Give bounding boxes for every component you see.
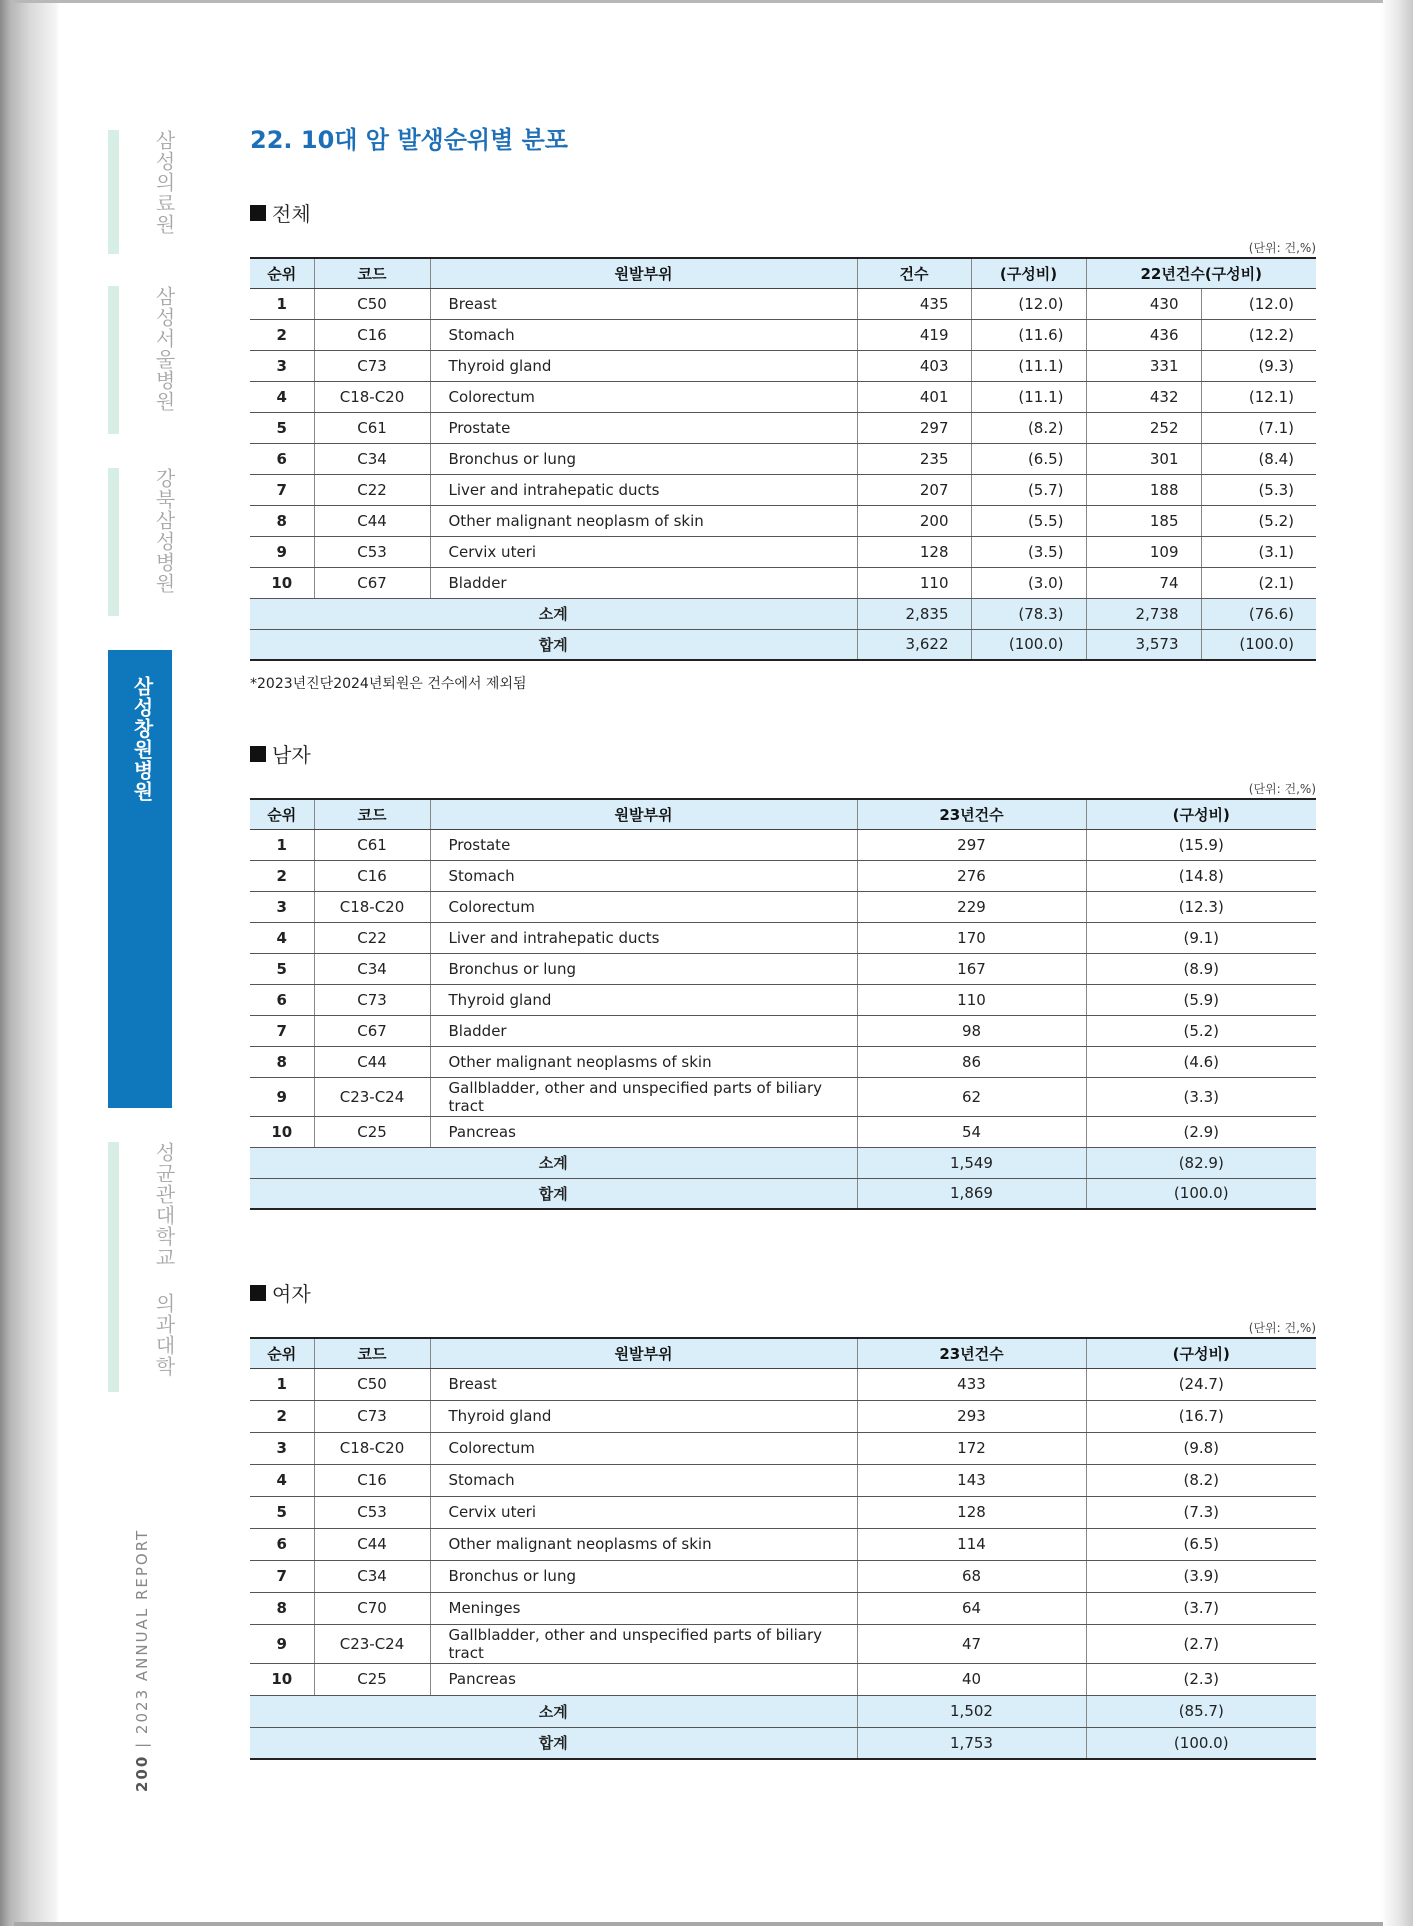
table-row [250, 1368, 1316, 1400]
rank-cell: 6 [250, 984, 314, 1015]
site-cell: Thyroid gland [430, 350, 857, 381]
code-cell: C61 [314, 412, 430, 443]
subtotal-label: 소계 [250, 1695, 857, 1727]
side-nav-label: 강북삼성병원 [152, 468, 176, 594]
ratio-cell: (14.8) [1086, 860, 1316, 891]
code-cell: C22 [314, 474, 430, 505]
table-total [250, 257, 1316, 661]
prev-ratio-cell: (8.4) [1201, 443, 1316, 474]
code-cell: C18-C20 [314, 891, 430, 922]
header-code: 코드 [314, 799, 430, 829]
header-rank: 순위 [250, 1338, 314, 1368]
prev-ratio-cell: (12.1) [1201, 381, 1316, 412]
ratio-cell: (3.9) [1086, 1560, 1316, 1592]
count-cell: 1,549 [857, 1147, 1086, 1178]
table-row [250, 891, 1316, 922]
total-row [250, 1178, 1316, 1209]
prev-ratio-cell: (76.6) [1201, 598, 1316, 629]
subtotal-row [250, 1147, 1316, 1178]
count-cell: 143 [857, 1464, 1086, 1496]
total-label: 합계 [250, 629, 857, 660]
prev-count-cell: 74 [1086, 567, 1201, 598]
ratio-cell: (11.1) [971, 381, 1086, 412]
section-title-female [250, 1278, 1316, 1307]
prev-count-cell: 252 [1086, 412, 1201, 443]
code-cell: C23-C24 [314, 1077, 430, 1116]
side-nav-label: 삼성의료원 [152, 130, 176, 235]
table-row [250, 474, 1316, 505]
prev-ratio-cell: (5.2) [1201, 505, 1316, 536]
code-cell: C44 [314, 1528, 430, 1560]
side-nav-item-seoul-hospital[interactable] [108, 286, 176, 434]
ratio-cell: (100.0) [1086, 1727, 1316, 1759]
header-site: 원발부위 [430, 799, 857, 829]
ratio-cell: (2.9) [1086, 1116, 1316, 1147]
header-site: 원발부위 [430, 258, 857, 288]
table-row [250, 1528, 1316, 1560]
prev-count-cell: 301 [1086, 443, 1201, 474]
ratio-cell: (11.6) [971, 319, 1086, 350]
subtotal-row [250, 598, 1316, 629]
table-row [250, 319, 1316, 350]
ratio-cell: (9.1) [1086, 922, 1316, 953]
unit-label: (단위: 건,%) [1248, 241, 1316, 255]
square-bullet-icon [250, 746, 266, 762]
count-cell: 401 [857, 381, 971, 412]
ratio-cell: (16.7) [1086, 1400, 1316, 1432]
site-cell: Bladder [430, 1015, 857, 1046]
header-ratio: (구성비) [971, 258, 1086, 288]
site-cell: Gallbladder, other and unspecified parts of biliary tract [430, 1077, 857, 1116]
count-cell: 433 [857, 1368, 1086, 1400]
site-cell: Stomach [430, 319, 857, 350]
header-count: 23년건수 [857, 1338, 1086, 1368]
count-cell: 1,502 [857, 1695, 1086, 1727]
code-cell: C16 [314, 1464, 430, 1496]
code-cell: C18-C20 [314, 381, 430, 412]
rank-cell: 4 [250, 1464, 314, 1496]
prev-count-cell: 185 [1086, 505, 1201, 536]
code-cell: C67 [314, 567, 430, 598]
code-cell: C34 [314, 953, 430, 984]
code-cell: C22 [314, 922, 430, 953]
side-nav-item-medical-school[interactable] [108, 1142, 176, 1392]
table-row [250, 1046, 1316, 1077]
count-cell: 40 [857, 1663, 1086, 1695]
site-cell: Cervix uteri [430, 1496, 857, 1528]
subtotal-row [250, 1695, 1316, 1727]
header-code: 코드 [314, 1338, 430, 1368]
table-row [250, 1496, 1316, 1528]
prev-ratio-cell: (12.0) [1201, 288, 1316, 319]
count-cell: 110 [857, 567, 971, 598]
section-title-total [250, 198, 1316, 227]
prev-count-cell: 432 [1086, 381, 1201, 412]
square-bullet-icon [250, 1285, 266, 1301]
page-top-edge [14, 0, 1383, 3]
table-row [250, 1624, 1316, 1663]
prev-count-cell: 2,738 [1086, 598, 1201, 629]
count-cell: 128 [857, 536, 971, 567]
rank-cell: 2 [250, 319, 314, 350]
prev-count-cell: 109 [1086, 536, 1201, 567]
count-cell: 293 [857, 1400, 1086, 1432]
site-cell: Other malignant neoplasms of skin [430, 1046, 857, 1077]
prev-count-cell: 331 [1086, 350, 1201, 381]
total-label: 합계 [250, 1178, 857, 1209]
side-nav-bar [108, 1142, 119, 1392]
ratio-cell: (5.5) [971, 505, 1086, 536]
total-row [250, 1727, 1316, 1759]
code-cell: C61 [314, 829, 430, 860]
table-row [250, 443, 1316, 474]
ratio-cell: (85.7) [1086, 1695, 1316, 1727]
site-cell: Bronchus or lung [430, 1560, 857, 1592]
prev-count-cell: 430 [1086, 288, 1201, 319]
count-cell: 98 [857, 1015, 1086, 1046]
header-ratio: (구성비) [1086, 799, 1316, 829]
rank-cell: 6 [250, 443, 314, 474]
ratio-cell: (82.9) [1086, 1147, 1316, 1178]
rank-cell: 5 [250, 1496, 314, 1528]
rank-cell: 9 [250, 1624, 314, 1663]
code-cell: C44 [314, 1046, 430, 1077]
prev-ratio-cell: (9.3) [1201, 350, 1316, 381]
rank-cell: 8 [250, 505, 314, 536]
table-row [250, 536, 1316, 567]
site-cell: Colorectum [430, 1432, 857, 1464]
table-row [250, 1116, 1316, 1147]
rank-cell: 2 [250, 1400, 314, 1432]
page-bottom-edge [14, 1922, 1383, 1926]
table-row [250, 1015, 1316, 1046]
ratio-cell: (9.8) [1086, 1432, 1316, 1464]
count-cell: 128 [857, 1496, 1086, 1528]
footer-page-info [133, 1529, 151, 1792]
side-nav-label: 성균관대학교 의과대학 [152, 1142, 176, 1377]
site-cell: Other malignant neoplasm of skin [430, 505, 857, 536]
site-cell: Thyroid gland [430, 984, 857, 1015]
rank-cell: 5 [250, 412, 314, 443]
side-nav-item-changwon-hospital[interactable] [108, 650, 172, 1108]
count-cell: 297 [857, 829, 1086, 860]
ratio-cell: (5.9) [1086, 984, 1316, 1015]
prev-ratio-cell: (12.2) [1201, 319, 1316, 350]
rank-cell: 9 [250, 536, 314, 567]
rank-cell: 5 [250, 953, 314, 984]
rank-cell: 4 [250, 381, 314, 412]
count-cell: 235 [857, 443, 971, 474]
code-cell: C73 [314, 984, 430, 1015]
ratio-cell: (3.5) [971, 536, 1086, 567]
rank-cell: 7 [250, 1560, 314, 1592]
rank-cell: 3 [250, 891, 314, 922]
table-row [250, 1077, 1316, 1116]
count-cell: 2,835 [857, 598, 971, 629]
table-row [250, 412, 1316, 443]
table-row [250, 1592, 1316, 1624]
ratio-cell: (6.5) [1086, 1528, 1316, 1560]
table-row [250, 829, 1316, 860]
prev-count-cell: 188 [1086, 474, 1201, 505]
ratio-cell: (4.6) [1086, 1046, 1316, 1077]
prev-ratio-cell: (5.3) [1201, 474, 1316, 505]
prev-count-cell: 436 [1086, 319, 1201, 350]
site-cell: Breast [430, 1368, 857, 1400]
count-cell: 62 [857, 1077, 1086, 1116]
ratio-cell: (100.0) [971, 629, 1086, 660]
unit-label: (단위: 건,%) [1248, 782, 1316, 796]
page-binding-shadow [0, 0, 60, 1926]
rank-cell: 2 [250, 860, 314, 891]
side-nav-bar [108, 286, 119, 434]
site-cell: Cervix uteri [430, 536, 857, 567]
count-cell: 419 [857, 319, 971, 350]
ratio-cell: (3.0) [971, 567, 1086, 598]
rank-cell: 8 [250, 1046, 314, 1077]
ratio-cell: (3.7) [1086, 1592, 1316, 1624]
site-cell: Other malignant neoplasms of skin [430, 1528, 857, 1560]
code-cell: C73 [314, 1400, 430, 1432]
code-cell: C50 [314, 1368, 430, 1400]
site-cell: Bladder [430, 567, 857, 598]
count-cell: 64 [857, 1592, 1086, 1624]
count-cell: 47 [857, 1624, 1086, 1663]
site-cell: Thyroid gland [430, 1400, 857, 1432]
code-cell: C70 [314, 1592, 430, 1624]
rank-cell: 10 [250, 567, 314, 598]
site-cell: Bronchus or lung [430, 443, 857, 474]
ratio-cell: (3.3) [1086, 1077, 1316, 1116]
count-cell: 403 [857, 350, 971, 381]
footnote: *2023년진단2024년퇴원은 건수에서 제외됨 [250, 676, 527, 692]
ratio-cell: (15.9) [1086, 829, 1316, 860]
table-row [250, 1432, 1316, 1464]
site-cell: Prostate [430, 412, 857, 443]
site-cell: Colorectum [430, 891, 857, 922]
prev-ratio-cell: (3.1) [1201, 536, 1316, 567]
count-cell: 170 [857, 922, 1086, 953]
ratio-cell: (8.2) [971, 412, 1086, 443]
count-cell: 276 [857, 860, 1086, 891]
code-cell: C44 [314, 505, 430, 536]
footer-separator: | [133, 1740, 151, 1748]
side-nav-bar [108, 468, 119, 616]
site-cell: Pancreas [430, 1116, 857, 1147]
prev-ratio-cell: (100.0) [1201, 629, 1316, 660]
code-cell: C23-C24 [314, 1624, 430, 1663]
prev-ratio-cell: (2.1) [1201, 567, 1316, 598]
section-title-male [250, 739, 1316, 768]
ratio-cell: (5.7) [971, 474, 1086, 505]
total-label: 합계 [250, 1727, 857, 1759]
site-cell: Prostate [430, 829, 857, 860]
site-cell: Liver and intrahepatic ducts [430, 922, 857, 953]
header-code: 코드 [314, 258, 430, 288]
ratio-cell: (5.2) [1086, 1015, 1316, 1046]
ratio-cell: (78.3) [971, 598, 1086, 629]
code-cell: C34 [314, 1560, 430, 1592]
prev-ratio-cell: (7.1) [1201, 412, 1316, 443]
count-cell: 207 [857, 474, 971, 505]
site-cell: Meninges [430, 1592, 857, 1624]
table-row [250, 922, 1316, 953]
ratio-cell: (2.7) [1086, 1624, 1316, 1663]
count-cell: 229 [857, 891, 1086, 922]
header-prev-year: 22년건수(구성비) [1086, 258, 1316, 288]
ratio-cell: (12.3) [1086, 891, 1316, 922]
rank-cell: 9 [250, 1077, 314, 1116]
count-cell: 172 [857, 1432, 1086, 1464]
rank-cell: 10 [250, 1663, 314, 1695]
count-cell: 68 [857, 1560, 1086, 1592]
side-nav-item-kangbuk-hospital[interactable] [108, 468, 176, 616]
page-title: 22. 10대 암 발생순위별 분포 [250, 126, 568, 154]
table-row [250, 1464, 1316, 1496]
header-rank: 순위 [250, 258, 314, 288]
table-row [250, 984, 1316, 1015]
header-count: 건수 [857, 258, 971, 288]
subtotal-label: 소계 [250, 1147, 857, 1178]
site-cell: Gallbladder, other and unspecified parts of biliary tract [430, 1624, 857, 1663]
code-cell: C25 [314, 1116, 430, 1147]
header-count: 23년건수 [857, 799, 1086, 829]
ratio-cell: (8.9) [1086, 953, 1316, 984]
table-male [250, 798, 1316, 1210]
site-cell: Breast [430, 288, 857, 319]
ratio-cell: (2.3) [1086, 1663, 1316, 1695]
code-cell: C25 [314, 1663, 430, 1695]
rank-cell: 6 [250, 1528, 314, 1560]
section-title-text: 여자 [272, 1282, 311, 1306]
side-nav-item-medical-center[interactable] [108, 130, 176, 254]
ratio-cell: (7.3) [1086, 1496, 1316, 1528]
rank-cell: 8 [250, 1592, 314, 1624]
ratio-cell: (11.1) [971, 350, 1086, 381]
ratio-cell: (100.0) [1086, 1178, 1316, 1209]
table-row [250, 505, 1316, 536]
rank-cell: 4 [250, 922, 314, 953]
code-cell: C34 [314, 443, 430, 474]
count-cell: 167 [857, 953, 1086, 984]
site-cell: Liver and intrahepatic ducts [430, 474, 857, 505]
table-row [250, 1400, 1316, 1432]
table-row [250, 860, 1316, 891]
ratio-cell: (8.2) [1086, 1464, 1316, 1496]
code-cell: C67 [314, 1015, 430, 1046]
rank-cell: 7 [250, 1015, 314, 1046]
count-cell: 110 [857, 984, 1086, 1015]
table-row [250, 567, 1316, 598]
site-cell: Pancreas [430, 1663, 857, 1695]
site-cell: Bronchus or lung [430, 953, 857, 984]
square-bullet-icon [250, 205, 266, 221]
table-row [250, 1663, 1316, 1695]
ratio-cell: (6.5) [971, 443, 1086, 474]
side-nav-label: 삼성서울병원 [152, 286, 176, 412]
rank-cell: 3 [250, 1432, 314, 1464]
header-rank: 순위 [250, 799, 314, 829]
code-cell: C18-C20 [314, 1432, 430, 1464]
code-cell: C50 [314, 288, 430, 319]
table-row [250, 288, 1316, 319]
table-female [250, 1337, 1316, 1760]
count-cell: 86 [857, 1046, 1086, 1077]
count-cell: 297 [857, 412, 971, 443]
count-cell: 3,622 [857, 629, 971, 660]
site-cell: Colorectum [430, 381, 857, 412]
report-name: 2023 ANNUAL REPORT [133, 1528, 151, 1735]
side-nav-bar [108, 130, 119, 254]
code-cell: C73 [314, 350, 430, 381]
ratio-cell: (24.7) [1086, 1368, 1316, 1400]
site-cell: Stomach [430, 860, 857, 891]
header-site: 원발부위 [430, 1338, 857, 1368]
site-cell: Stomach [430, 1464, 857, 1496]
subtotal-label: 소계 [250, 598, 857, 629]
count-cell: 1,869 [857, 1178, 1086, 1209]
code-cell: C53 [314, 1496, 430, 1528]
count-cell: 435 [857, 288, 971, 319]
rank-cell: 10 [250, 1116, 314, 1147]
rank-cell: 7 [250, 474, 314, 505]
count-cell: 54 [857, 1116, 1086, 1147]
rank-cell: 1 [250, 829, 314, 860]
section-title-text: 전체 [272, 202, 311, 226]
rank-cell: 3 [250, 350, 314, 381]
ratio-cell: (12.0) [971, 288, 1086, 319]
code-cell: C16 [314, 860, 430, 891]
unit-label: (단위: 건,%) [1248, 1321, 1316, 1335]
table-row [250, 1560, 1316, 1592]
code-cell: C53 [314, 536, 430, 567]
count-cell: 1,753 [857, 1727, 1086, 1759]
prev-count-cell: 3,573 [1086, 629, 1201, 660]
page-number: 200 [133, 1754, 151, 1792]
table-row [250, 350, 1316, 381]
table-row [250, 381, 1316, 412]
count-cell: 200 [857, 505, 971, 536]
count-cell: 114 [857, 1528, 1086, 1560]
main-content [250, 120, 1316, 1760]
page-edge-shadow [1381, 0, 1413, 1926]
rank-cell: 1 [250, 1368, 314, 1400]
section-title-text: 남자 [272, 743, 311, 767]
table-row [250, 953, 1316, 984]
side-nav-label: 삼성창원병원 [130, 676, 154, 802]
total-row [250, 629, 1316, 660]
code-cell: C16 [314, 319, 430, 350]
header-ratio: (구성비) [1086, 1338, 1316, 1368]
rank-cell: 1 [250, 288, 314, 319]
